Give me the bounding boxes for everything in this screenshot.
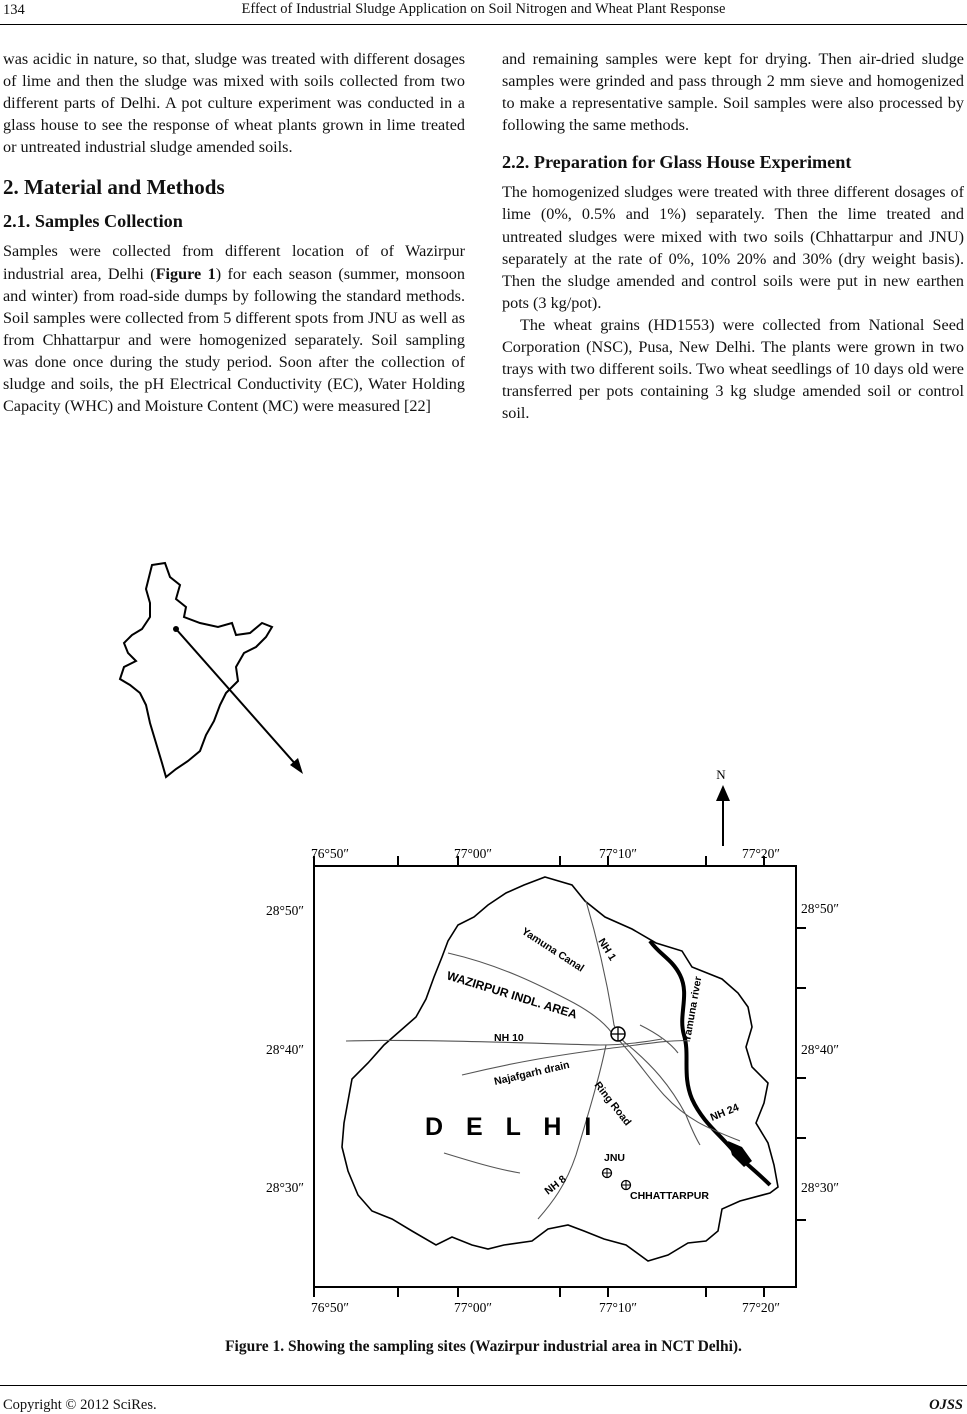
footer-rule bbox=[0, 1385, 967, 1386]
samples-text-start: Samples were collected from different location of of Wazirpur industrial area, Delhi ( bbox=[3, 242, 465, 283]
label-nh10: NH 10 bbox=[494, 1032, 524, 1044]
figure-caption: Figure 1. Showing the sampling sites (Wazirpur industrial area in NCT Delhi). bbox=[225, 1338, 742, 1355]
label-nh1: NH 1 bbox=[595, 936, 619, 963]
lat-label-left-3: 28°30″ bbox=[266, 1180, 305, 1195]
chhattarpur-site-marker bbox=[622, 1181, 631, 1190]
map-frame bbox=[314, 866, 796, 1287]
label-yamuna-river: Yamuna river bbox=[681, 975, 705, 1043]
lon-label-bottom-3: 77°10″ bbox=[598, 1300, 638, 1315]
figure-reference-link[interactable]: Figure 1 bbox=[155, 264, 216, 283]
samples-text-end: ) for each season (summer, monsoon and winter) from road-side dumps by following the standard methods. Soil samples were collected from 5 different spots from JNU as well as from Chhattarpur and were homogenized separately. Soil sampling was done once during the study period. Soon after the collection of sludge and soils, the pH Electrical Conductivity (EC), Water Holding Capacity (WHC) and Moisture Content (MC) were measured [22] bbox=[3, 264, 465, 416]
lat-label-left-2: 28°40″ bbox=[266, 1042, 305, 1057]
label-delhi: D E L H I bbox=[425, 1113, 600, 1141]
wazirpur-site-marker bbox=[611, 1027, 625, 1041]
lat-label-right-3: 28°30″ bbox=[801, 1180, 840, 1195]
right-column bbox=[502, 48, 964, 424]
label-jnu: JNU bbox=[604, 1152, 626, 1164]
samples-paragraph bbox=[3, 240, 465, 417]
label-yamuna-canal: Yamuna Canal bbox=[519, 925, 587, 975]
jnu-site-marker bbox=[603, 1169, 612, 1178]
figure-1 bbox=[0, 555, 967, 1315]
page-number: 134 bbox=[3, 2, 25, 18]
page-header bbox=[0, 0, 967, 26]
north-label: N bbox=[716, 767, 726, 782]
north-arrow-icon bbox=[716, 785, 730, 801]
intro-paragraph: was acidic in nature, so that, sludge was treated with different dosages of lime and then the sludge was mixed with soils collected from two different parts of Delhi. A pot culture experiment was conducted in a glass house to see the response of wheat plants grown in lime treated or untreated industrial sludge amended soils. bbox=[3, 50, 465, 157]
running-title: Effect of Industrial Sludge Application on Soil Nitrogen and Wheat Plant Response bbox=[241, 1, 726, 17]
section-heading: 2. Material and Methods bbox=[3, 175, 225, 200]
lon-label-bottom-2: 77°00″ bbox=[453, 1300, 493, 1315]
label-ring-road: Ring Road bbox=[591, 1079, 634, 1129]
label-nh8: NH 8 bbox=[542, 1173, 569, 1198]
page-footer bbox=[0, 1385, 967, 1414]
lon-label-bottom-4: 77°20″ bbox=[741, 1300, 781, 1315]
lon-label-top-3: 77°10″ bbox=[598, 846, 638, 861]
subsection-heading-samples: 2.1. Samples Collection bbox=[3, 211, 183, 232]
lat-label-right-2: 28°40″ bbox=[801, 1042, 840, 1057]
lon-label-top-2: 77°00″ bbox=[453, 846, 493, 861]
lon-label-top-1: 76°50″ bbox=[310, 846, 350, 861]
drying-paragraph: and remaining samples were kept for drying. Then air-dried sludge samples were grinded and pass through 2 mm sieve and homogenized to make a representative sample. Soil samples were also processed by following the same methods. bbox=[502, 50, 964, 135]
label-chhattarpur: CHHATTARPUR bbox=[630, 1190, 709, 1202]
lon-label-bottom-1: 76°50″ bbox=[310, 1300, 350, 1315]
lime-paragraph: The homogenized sludges were treated with three different dosages of lime (0%, 0.5% and 1%) separately. Then the lime treated and untreated sludges were mixed with two soils (Chhattarpur and JNU) separately at the rate of 0%, 10% 20% and 30% (dry weight basis). Then the sludge amended and control soils were put in new earthen pots (3 kg/pot). bbox=[502, 183, 964, 312]
header-rule bbox=[0, 24, 967, 25]
label-nh24: NH 24 bbox=[708, 1101, 741, 1124]
location-map bbox=[0, 555, 967, 1315]
left-column bbox=[3, 48, 465, 417]
lat-label-left-1: 28°50″ bbox=[266, 903, 305, 918]
lat-label-right-1: 28°50″ bbox=[801, 901, 840, 916]
india-outline-map bbox=[120, 563, 272, 777]
label-najafgarh-drain: Najafgarh drain bbox=[492, 1058, 571, 1088]
lon-label-top-4: 77°20″ bbox=[741, 846, 781, 861]
label-wazirpur: WAZIRPUR INDL. AREA bbox=[445, 968, 579, 1022]
subsection-heading-glasshouse: 2.2. Preparation for Glass House Experiment bbox=[502, 152, 852, 173]
copyright-text: Copyright © 2012 SciRes. bbox=[3, 1397, 157, 1413]
wheat-paragraph: The wheat grains (HD1553) were collected from National Seed Corporation (NSC), Pusa, New Delhi. The plants were grown in two trays with two different soils. Two wheat seedlings of 10 days old were transferred per pots containing 3 kg sludge amended soil or control soil. bbox=[502, 315, 964, 423]
journal-abbrev: OJSS bbox=[929, 1397, 963, 1413]
